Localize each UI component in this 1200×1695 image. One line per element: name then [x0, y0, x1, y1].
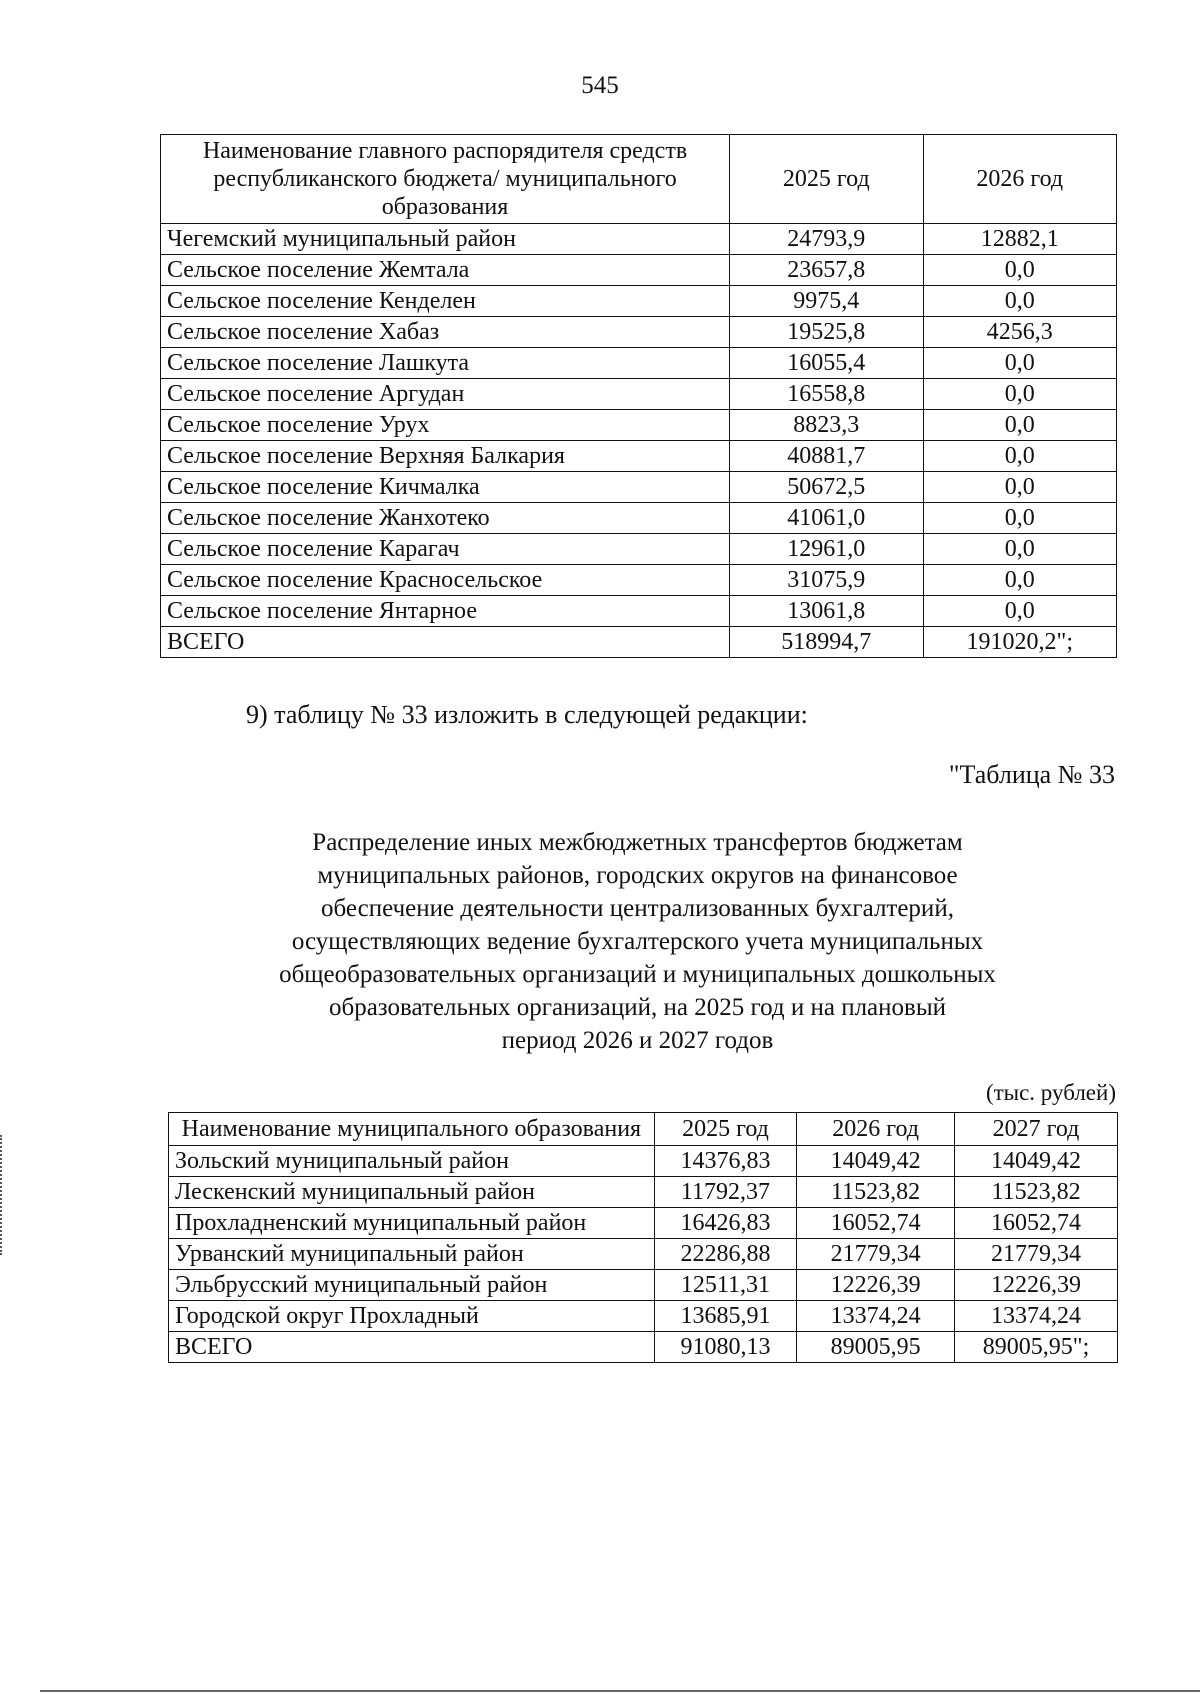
- cell-y2025: 31075,9: [730, 565, 923, 596]
- table-row: [169, 1146, 1118, 1177]
- cell-name: Сельское поселение Урух: [161, 410, 730, 441]
- cell-y2025: 16558,8: [730, 379, 923, 410]
- table-number-label: "Таблица № 33: [948, 760, 1115, 789]
- total-y2025: 91080,13: [654, 1332, 796, 1363]
- total-y2027: 89005,95";: [955, 1332, 1118, 1363]
- cell-name: Сельское поселение Хабаз: [161, 317, 730, 348]
- scan-edge-mark: [0, 1135, 4, 1255]
- amendment-paragraph: 9) таблицу № 33 изложить в следующей редакции:: [246, 700, 808, 729]
- table-row: [161, 441, 1117, 472]
- total-name: ВСЕГО: [169, 1332, 655, 1363]
- cell-name: Эльбрусский муниципальный район: [169, 1270, 655, 1301]
- cell-name: Лескенский муниципальный район: [169, 1177, 655, 1208]
- table-row: [169, 1208, 1118, 1239]
- total-row: [169, 1332, 1118, 1363]
- cell-y2025: 19525,8: [730, 317, 923, 348]
- cell-y2025: 24793,9: [730, 224, 923, 255]
- cell-name: Сельское поселение Карагач: [161, 534, 730, 565]
- table-row: [161, 379, 1117, 410]
- header-2025: 2025 год: [730, 135, 923, 224]
- cell-y2026: 0,0: [923, 348, 1116, 379]
- table-row: [161, 348, 1117, 379]
- cell-name: Прохладненский муниципальный район: [169, 1208, 655, 1239]
- table-header-row: [161, 135, 1117, 224]
- cell-y2025: 11792,37: [654, 1177, 796, 1208]
- cell-y2025: 8823,3: [730, 410, 923, 441]
- cell-y2026: 0,0: [923, 472, 1116, 503]
- table-body: [169, 1146, 1118, 1363]
- total-name: ВСЕГО: [161, 627, 730, 658]
- cell-y2025: 12511,31: [654, 1270, 796, 1301]
- cell-name: Зольский муниципальный район: [169, 1146, 655, 1177]
- cell-name: Сельское поселение Янтарное: [161, 596, 730, 627]
- table-row: [169, 1270, 1118, 1301]
- table-title: [160, 826, 1115, 1057]
- cell-y2026: 21779,34: [797, 1239, 955, 1270]
- cell-y2025: 12961,0: [730, 534, 923, 565]
- title-line: период 2026 и 2027 годов: [501, 1027, 774, 1054]
- title-line: образовательных организаций, на 2025 год и на плановый: [328, 994, 947, 1021]
- table-row: [161, 224, 1117, 255]
- table-body: [161, 224, 1117, 658]
- table-row: [161, 534, 1117, 565]
- cell-y2027: 16052,74: [955, 1208, 1118, 1239]
- cell-y2026: 12226,39: [797, 1270, 955, 1301]
- table-row: [169, 1177, 1118, 1208]
- cell-y2026: 0,0: [923, 255, 1116, 286]
- title-line: общеобразовательных организаций и муниципальных дошкольных: [279, 961, 996, 988]
- cell-y2025: 16426,83: [654, 1208, 796, 1239]
- cell-y2026: 12882,1: [923, 224, 1116, 255]
- table-row: [169, 1301, 1118, 1332]
- cell-name: Сельское поселение Кичмалка: [161, 472, 730, 503]
- title-line: Распределение иных межбюджетных трансфертов бюджетам: [312, 829, 963, 856]
- cell-y2026: 0,0: [923, 379, 1116, 410]
- cell-y2026: 0,0: [923, 286, 1116, 317]
- cell-name: Сельское поселение Красносельское: [161, 565, 730, 596]
- total-row: [161, 627, 1117, 658]
- header-2026: 2026 год: [797, 1113, 955, 1146]
- cell-y2026: 0,0: [923, 410, 1116, 441]
- cell-y2027: 12226,39: [955, 1270, 1118, 1301]
- cell-y2025: 16055,4: [730, 348, 923, 379]
- table-row: [161, 255, 1117, 286]
- page-number: 545: [581, 72, 619, 99]
- units-label: (тыс. рублей): [985, 1080, 1116, 1105]
- cell-y2026: 0,0: [923, 596, 1116, 627]
- cell-y2026: 14049,42: [797, 1146, 955, 1177]
- header-2025: 2025 год: [654, 1113, 796, 1146]
- cell-y2026: 4256,3: [923, 317, 1116, 348]
- cell-name: Городской округ Прохладный: [169, 1301, 655, 1332]
- cell-y2025: 23657,8: [730, 255, 923, 286]
- cell-y2027: 14049,42: [955, 1146, 1118, 1177]
- budget-table-33: [168, 1112, 1118, 1363]
- scan-bottom-edge: [40, 1690, 1200, 1692]
- header-2026: 2026 год: [923, 135, 1116, 224]
- cell-y2026: 13374,24: [797, 1301, 955, 1332]
- cell-y2027: 21779,34: [955, 1239, 1118, 1270]
- table-row: [161, 317, 1117, 348]
- table-row: [169, 1239, 1118, 1270]
- table-header-row: [169, 1113, 1118, 1146]
- total-y2025: 518994,7: [730, 627, 923, 658]
- cell-y2026: 16052,74: [797, 1208, 955, 1239]
- cell-y2025: 14376,83: [654, 1146, 796, 1177]
- table-row: [161, 565, 1117, 596]
- cell-name: Урванский муниципальный район: [169, 1239, 655, 1270]
- table-row: [161, 472, 1117, 503]
- budget-table-chegem: [160, 134, 1117, 658]
- cell-y2025: 40881,7: [730, 441, 923, 472]
- title-line: обеспечение деятельности централизованных бухгалтерий,: [321, 895, 954, 922]
- total-y2026: 191020,2";: [923, 627, 1116, 658]
- cell-y2025: 22286,88: [654, 1239, 796, 1270]
- cell-y2026: 0,0: [923, 503, 1116, 534]
- cell-name: Сельское поселение Верхняя Балкария: [161, 441, 730, 472]
- cell-y2026: 0,0: [923, 441, 1116, 472]
- cell-y2027: 11523,82: [955, 1177, 1118, 1208]
- table-row: [161, 286, 1117, 317]
- cell-name: Сельское поселение Жемтала: [161, 255, 730, 286]
- cell-y2026: 11523,82: [797, 1177, 955, 1208]
- cell-y2025: 9975,4: [730, 286, 923, 317]
- cell-name: Сельское поселение Жанхотеко: [161, 503, 730, 534]
- header-name: Наименование главного распорядителя средств республиканского бюджета/ муниципального образования: [161, 135, 730, 224]
- title-line: муниципальных районов, городских округов на финансовое: [317, 862, 958, 889]
- cell-y2025: 50672,5: [730, 472, 923, 503]
- cell-y2026: 0,0: [923, 534, 1116, 565]
- table-row: [161, 503, 1117, 534]
- cell-y2025: 13685,91: [654, 1301, 796, 1332]
- cell-name: Сельское поселение Кенделен: [161, 286, 730, 317]
- cell-y2026: 0,0: [923, 565, 1116, 596]
- cell-name: Сельское поселение Аргудан: [161, 379, 730, 410]
- table-row: [161, 596, 1117, 627]
- cell-y2027: 13374,24: [955, 1301, 1118, 1332]
- header-name: Наименование муниципального образования: [169, 1113, 655, 1146]
- cell-y2025: 13061,8: [730, 596, 923, 627]
- total-y2026: 89005,95: [797, 1332, 955, 1363]
- table-row: [161, 410, 1117, 441]
- cell-name: Чегемский муниципальный район: [161, 224, 730, 255]
- cell-y2025: 41061,0: [730, 503, 923, 534]
- title-line: осуществляющих ведение бухгалтерского учета муниципальных: [291, 928, 984, 955]
- header-2027: 2027 год: [955, 1113, 1118, 1146]
- cell-name: Сельское поселение Лашкута: [161, 348, 730, 379]
